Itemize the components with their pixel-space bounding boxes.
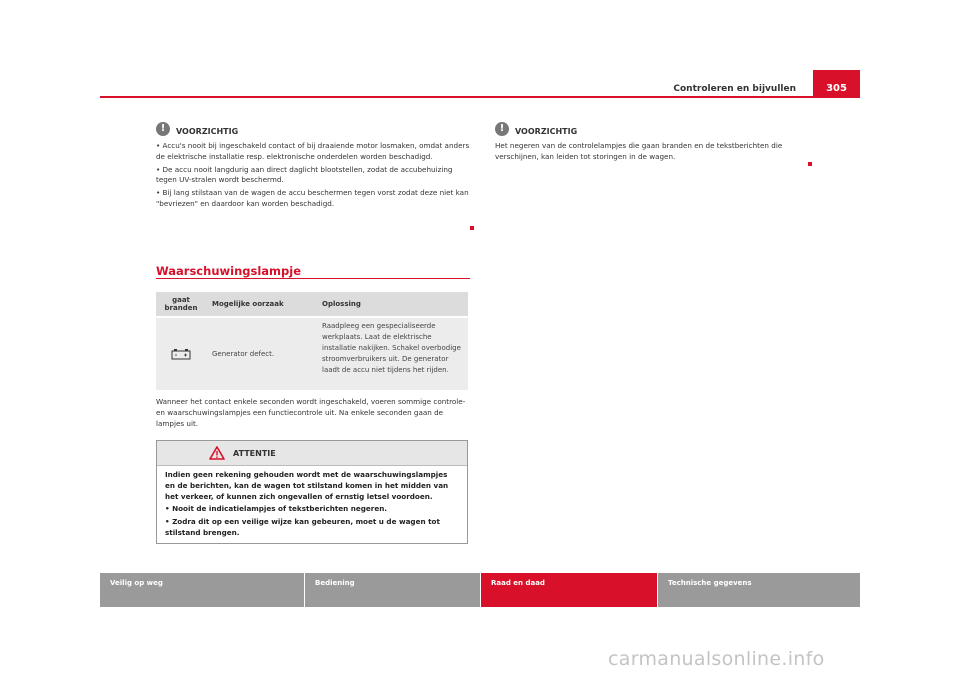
- caution-notice-left: [156, 122, 470, 212]
- section-end-mark: [808, 162, 812, 166]
- attention-text: Indien geen rekening gehouden wordt met de waarschuwingslampjes en de berichten, kan de wagen tot stilstand komen in het midden van het verkeer, of kunnen zich ongevallen of ernstig letsel voordoen.: [165, 470, 449, 501]
- table-row: [156, 318, 468, 390]
- warning-lamp-table: [156, 292, 468, 390]
- header-title: Controleren en bijvullen: [673, 84, 796, 94]
- attention-bullet: • Zodra dit op een veilige wijze kan gebeuren, moet u de wagen tot stilstand brengen.: [165, 517, 440, 537]
- table-header: [156, 292, 468, 316]
- caution-bullet: • Bij lang stilstaan van de wagen de accu beschermen tegen vorst zodat deze niet kan "bevriezen" en daardoor kan worden beschadigd.: [156, 188, 469, 208]
- exclamation-circle-icon: !: [495, 122, 509, 136]
- battery-icon: [171, 348, 191, 360]
- caution-title: VOORZICHTIG: [176, 127, 239, 136]
- watermark: carmanualsonline.info: [608, 648, 825, 670]
- attention-bullet: • Nooit de indicatielampjes of tekstberichten negeren.: [165, 504, 388, 514]
- caution-bullet: • De accu nooit langdurig aan direct daglicht blootstellen, zodat de accubehuizing tegen UV-stralen wordt beschermd.: [156, 164, 453, 185]
- caution-bullet: • Accu's nooit bij ingeschakeld contact of bij draaiende motor losmaken, omdat anders de elektrische installatie resp. elektronische onderdelen worden beschadigd.: [156, 141, 470, 161]
- attention-title: ATTENTIE: [233, 448, 276, 458]
- header-divider: [100, 96, 860, 98]
- section-rule: [156, 278, 470, 279]
- caution-title: VOORZICHTIG: [515, 127, 578, 136]
- exclamation-circle-icon: !: [156, 122, 170, 136]
- column-header: Mogelijke oorzaak: [212, 300, 284, 308]
- footer-tab-bediening[interactable]: Bediening: [305, 573, 480, 607]
- column-header: gaat branden: [164, 296, 198, 312]
- solution-cell: Raadpleeg een gespecialiseerde werkplaats. Laat de elektrische installatie nakijken. Schakel overbodige stroomverbruikers uit. De generator laadt de accu niet tijdens het rijden.: [322, 322, 461, 374]
- caution-notice-right: [495, 122, 795, 165]
- warning-triangle-icon: [209, 446, 225, 460]
- page-number: 305: [813, 70, 860, 96]
- footer-tab-veilig-op-weg[interactable]: Veilig op weg: [100, 573, 304, 607]
- footer-tab-raad-en-daad[interactable]: Raad en daad: [481, 573, 657, 607]
- body-paragraph: Wanneer het contact enkele seconden wordt ingeschakeld, voeren sommige controle- en waarschuwingslampjes een functiecontrole uit. Na enkele seconden gaan de lampjes uit.: [156, 397, 466, 428]
- attention-box: [156, 440, 468, 544]
- footer-tab-technische-gegevens[interactable]: Technische gegevens: [658, 573, 860, 607]
- column-header: Oplossing: [322, 300, 361, 308]
- section-end-mark: [470, 226, 474, 230]
- caution-text: Het negeren van de controlelampjes die gaan branden en de tekstberichten die verschijnen, kan leiden tot storingen in de wagen.: [495, 141, 783, 161]
- cause-cell: Generator defect.: [212, 350, 275, 358]
- section-title: Waarschuwingslampje: [156, 264, 301, 278]
